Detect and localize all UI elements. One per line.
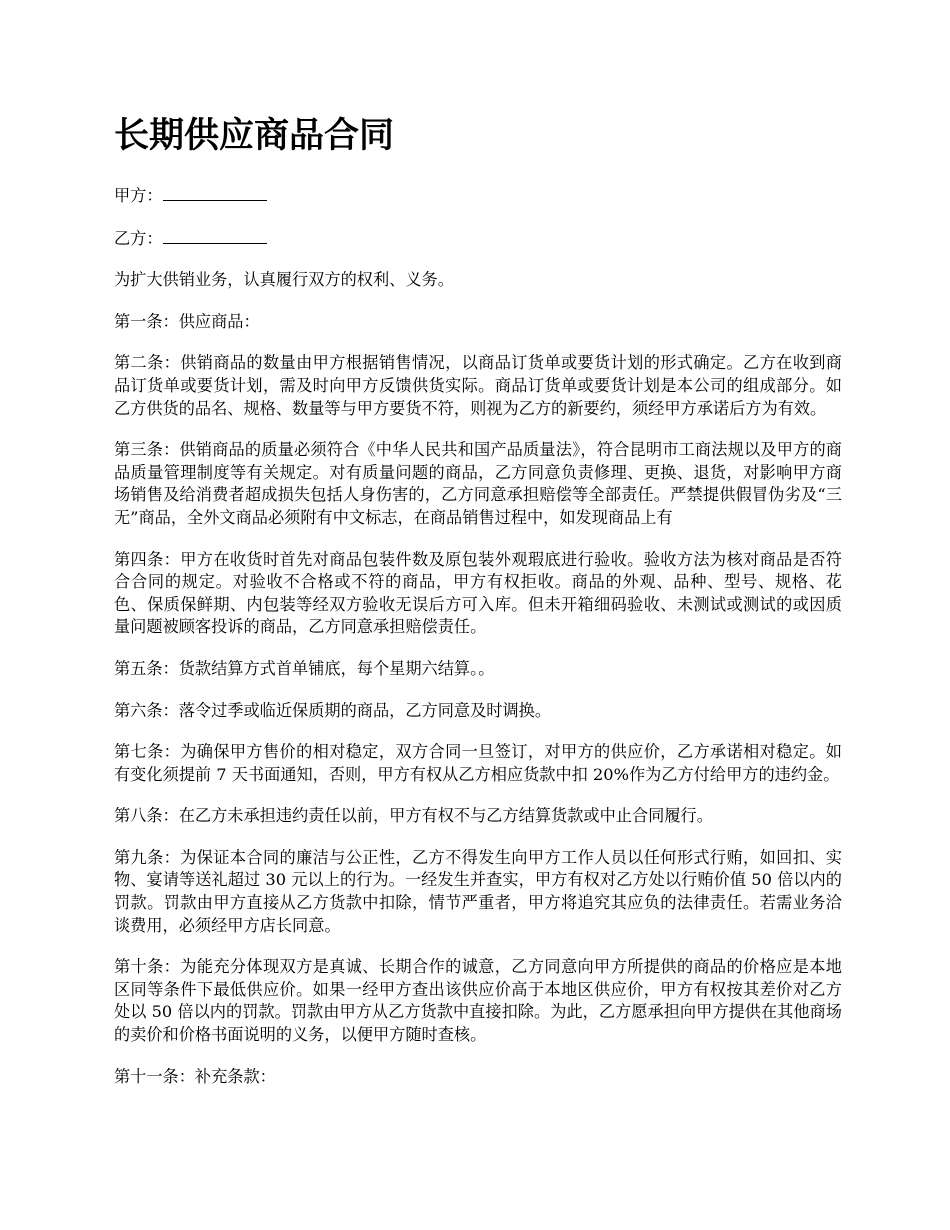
article-2: 第二条：供销商品的数量由甲方根据销售情况，以商品订货单或要货计划的形式确定。乙方在收到商品订货单或要货计划，需及时向甲方反馈供货实际。商品订货单或要货计划是本公司的组成部分。如乙方供货的品名、规格、数量等与甲方要货不符，则视为乙方的新要约，须经甲方承诺后方为有效。 bbox=[114, 353, 842, 418]
article-4: 第四条：甲方在收货时首先对商品包装件数及原包装外观瑕底进行验收。验收方法为核对商品是否符合合同的规定。对验收不合格或不符的商品，甲方有权拒收。商品的外观、品种、型号、规格、花色、保质保鲜期、内包装等经双方验收无误后方可入库。但未开箱细码验收、未测试或测试的或因质量问题被顾客投诉的商品，乙方同意承担赔偿责任。 bbox=[114, 549, 842, 637]
article-3: 第三条：供销商品的质量必须符合《中华人民共和国产品质量法》，符合昆明市工商法规以及甲方的商品质量管理制度等有关规定。对有质量问题的商品，乙方同意负责修理、更换、退货，对影响甲方商场销售及给消费者超成损失包括人身伤害的，乙方同意承担赔偿等全部责任。严禁提供假冒伪劣及“三无”商品，全外文商品必须附有中文标志，在商品销售过程中，如发现商品上有 bbox=[114, 440, 842, 527]
document-title: 长期供应商品合同 bbox=[114, 116, 395, 156]
article-5: 第五条：货款结算方式首单铺底，每个星期六结算。。 bbox=[114, 658, 495, 678]
party-b-label: 乙方： bbox=[114, 228, 163, 248]
article-6: 第六条：落令过季或临近保质期的商品，乙方同意及时调换。 bbox=[114, 700, 552, 720]
article-10: 第十条：为能充分体现双方是真诚、长期合作的诚意，乙方同意向甲方所提供的商品的价格应是本地区同等条件下最低供应价。如果一经甲方查出该供应价高于本地区供应价，甲方有权按其差价对乙方处以 50 倍以内的罚款。罚款由甲方从乙方货款中直接扣除。为此，乙方愿承担向甲方提供在其他商场的卖价和价格书面说明的义务，以便甲方随时查核。 bbox=[114, 957, 842, 1045]
party-b-blank bbox=[163, 227, 267, 244]
article-9: 第九条：为保证本合同的廉洁与公正性，乙方不得发生向甲方工作人员以任何形式行贿，如回扣、实物、宴请等送礼超过 30 元以上的行为。一经发生并查实，甲方有权对乙方处以行贿价值 50 倍以内的罚款。罚款由甲方直接从乙方货款中扣除，情节严重者，甲方将追究其应负的法律责任。若需业务洽谈费用，必须经甲方店长同意。 bbox=[114, 847, 842, 935]
article-11: 第十一条：补充条款： bbox=[114, 1066, 276, 1086]
article-8: 第八条：在乙方未承担违约责任以前，甲方有权不与乙方结算货款或中止合同履行。 bbox=[114, 806, 713, 826]
party-a-blank bbox=[163, 184, 267, 201]
party-b-line bbox=[114, 227, 842, 251]
party-a-line bbox=[114, 184, 842, 208]
party-a-label: 甲方： bbox=[114, 186, 163, 205]
article-1: 第一条：供应商品： bbox=[114, 311, 260, 331]
intro-paragraph: 为扩大供销业务，认真履行双方的权利、义务。 bbox=[114, 270, 454, 290]
article-7: 第七条：为确保甲方售价的相对稳定，双方合同一旦签订，对甲方的供应价，乙方承诺相对稳定。如有变化须提前 7 天书面通知，否则，甲方有权从乙方相应货款中扣 20%作为乙方付给甲方的违约金。 bbox=[114, 742, 842, 784]
contract-page bbox=[114, 112, 842, 1107]
